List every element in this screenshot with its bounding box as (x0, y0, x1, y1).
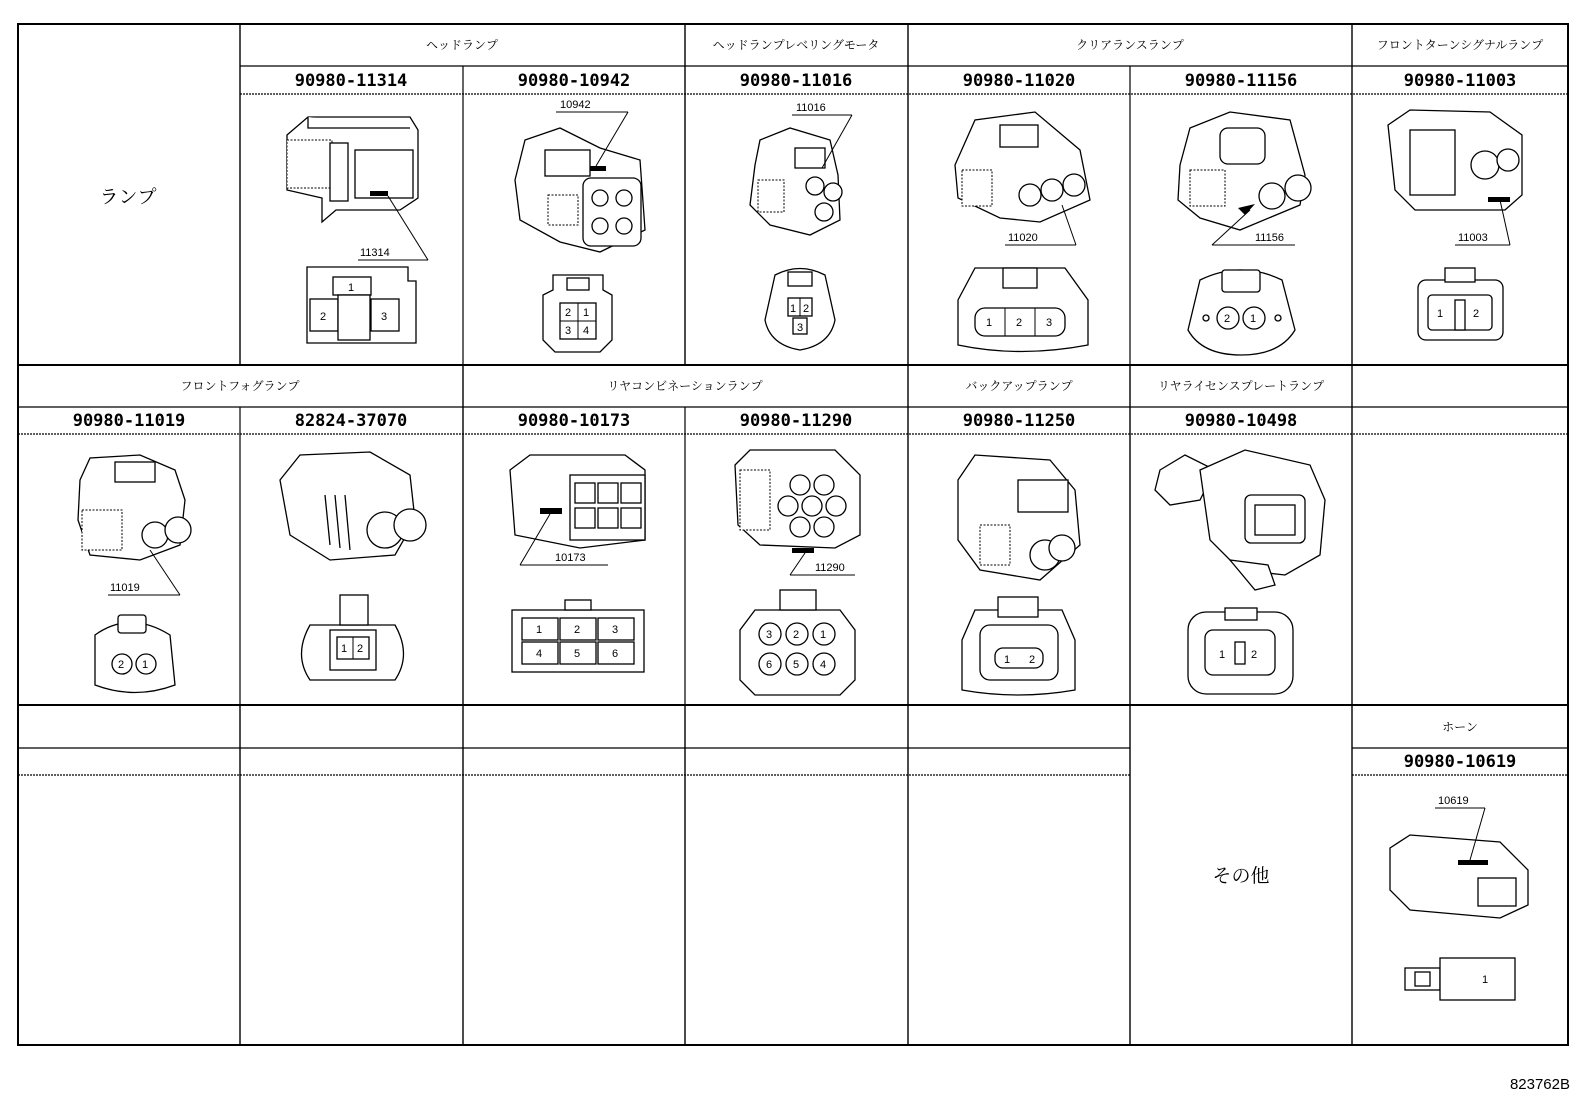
pin-label: 3 (381, 311, 388, 323)
pin-label: 3 (612, 624, 619, 636)
part-number: 90980-11020 (962, 71, 1076, 91)
part-number: 90980-11250 (962, 411, 1076, 431)
figure-id: 823762B (1509, 1076, 1570, 1093)
pin-label: 3 (565, 325, 572, 337)
callout-label: 10173 (555, 552, 586, 564)
pin-label: 4 (536, 648, 543, 660)
pin-label: 2 (1473, 308, 1480, 320)
connector-illustration-37070 (280, 452, 426, 680)
part-number: 90980-10942 (517, 71, 631, 91)
group-header-horn: ホーン (1442, 720, 1478, 734)
pin-label: 2 (1224, 313, 1231, 325)
category-label-other: その他 (1212, 865, 1270, 887)
part-number: 82824-37070 (294, 411, 408, 431)
group-header-backup-lamp: バックアップランプ (965, 379, 1073, 393)
callout-label: 11003 (1458, 232, 1488, 244)
connector-illustration-11003 (1388, 110, 1522, 340)
part-number: 90980-11314 (294, 71, 408, 91)
callout-label: 10942 (560, 99, 591, 111)
pin-label: 2 (793, 629, 800, 641)
pin-label: 6 (766, 659, 773, 671)
pin-label: 2 (1251, 649, 1258, 661)
pin-label: 4 (583, 325, 590, 337)
pin-label: 1 (986, 317, 993, 329)
pin-label: 2 (118, 659, 125, 671)
pin-label: 1 (142, 659, 149, 671)
pin-label: 2 (803, 303, 810, 315)
connector-illustration-11156 (1178, 112, 1311, 355)
category-label-lamp: ランプ (99, 186, 157, 208)
pin-label: 1 (536, 624, 543, 636)
group-header-headlamp: ヘッドランプ (425, 38, 499, 52)
part-number: 90980-11016 (739, 71, 853, 91)
group-header-clearance-lamp: クリアランスランプ (1076, 38, 1184, 52)
pin-label: 2 (574, 624, 581, 636)
group-header-rear-license-plate-lamp: リヤライセンスプレートランプ (1157, 379, 1325, 393)
pin-label: 6 (612, 648, 619, 660)
pin-label: 1 (341, 643, 348, 655)
pin-label: 1 (820, 629, 827, 641)
pin-label: 3 (766, 629, 773, 641)
pin-label: 1 (348, 282, 355, 294)
connector-illustration-11020 (955, 112, 1090, 352)
group-header-front-turn-signal-lamp: フロントターンシグナルランプ (1376, 38, 1544, 52)
part-number: 90980-10498 (1184, 411, 1298, 431)
connector-illustration-10173 (510, 455, 645, 672)
pin-label: 1 (1219, 649, 1226, 661)
pin-label: 2 (565, 307, 572, 319)
pin-label: 1 (1250, 313, 1257, 325)
callout-label: 11020 (1008, 232, 1038, 244)
group-header-rear-combination-lamp: リヤコンビネーションランプ (607, 379, 763, 393)
pin-label: 1 (1437, 308, 1444, 320)
group-header-headlamp-leveling-motor: ヘッドランプレベリングモータ (712, 38, 880, 52)
callout-label: 10619 (1438, 795, 1469, 807)
pin-label: 2 (1016, 317, 1023, 329)
pin-label: 2 (1029, 654, 1036, 666)
connector-illustration-11290 (735, 450, 860, 695)
part-number: 90980-11156 (1184, 71, 1298, 91)
part-number: 90980-11019 (72, 411, 186, 431)
connector-illustration-11314 (287, 117, 428, 343)
connector-illustration-10619 (1390, 795, 1528, 1000)
callout-label: 11016 (796, 102, 826, 114)
pin-label: 4 (820, 659, 827, 671)
pin-label: 5 (574, 648, 581, 660)
group-header-front-fog-lamp: フロントフォグランプ (180, 379, 300, 393)
callout-label: 11290 (815, 562, 845, 574)
pin-label: 1 (1004, 654, 1011, 666)
pin-label: 2 (320, 311, 327, 323)
pin-label: 5 (793, 659, 800, 671)
callout-label: 11314 (360, 247, 390, 259)
part-number: 90980-10173 (517, 411, 631, 431)
connector-illustration-11016 (750, 102, 852, 350)
connector-illustration-11019 (78, 455, 191, 693)
connector-illustration-10498 (1155, 450, 1325, 694)
part-number: 90980-11003 (1403, 71, 1517, 91)
connector-illustration-10942 (515, 99, 645, 352)
pin-label: 1 (583, 307, 590, 319)
pin-label: 1 (1482, 974, 1489, 986)
pin-label: 1 (790, 303, 797, 315)
connector-illustration-11250 (958, 455, 1080, 695)
pin-label: 3 (797, 322, 804, 334)
part-number: 90980-11290 (739, 411, 853, 431)
part-number: 90980-10619 (1403, 752, 1517, 772)
callout-label: 11019 (110, 582, 140, 594)
pin-label: 3 (1046, 317, 1053, 329)
pin-label: 2 (357, 643, 364, 655)
callout-label: 11156 (1255, 232, 1284, 244)
